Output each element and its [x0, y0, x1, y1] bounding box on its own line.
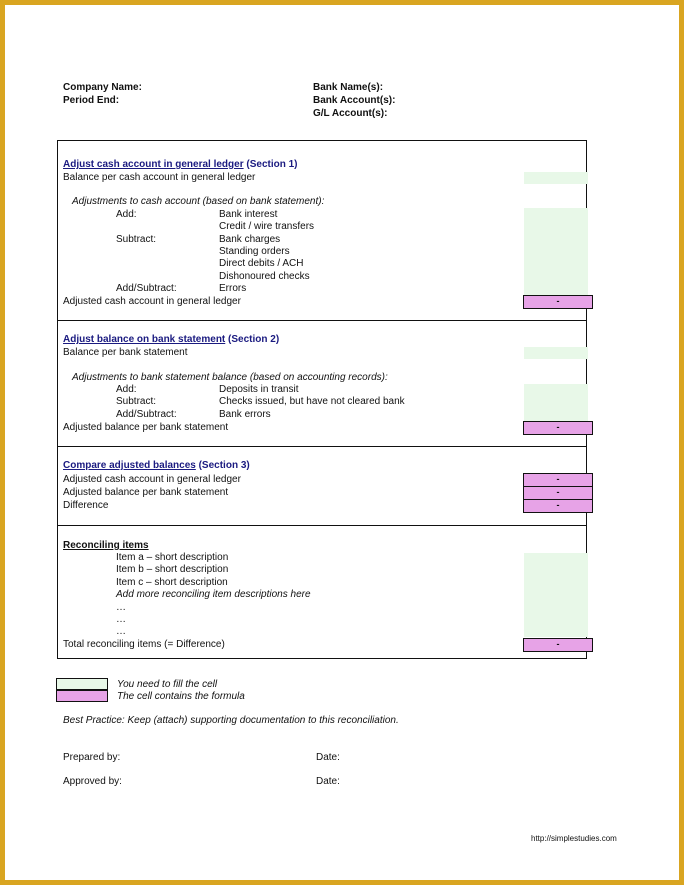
adjustments-cash-label: Adjustments to cash account (based on bank statement):: [72, 196, 325, 207]
legend-formula-swatch: [56, 690, 108, 702]
bank-account-label: Bank Account(s):: [313, 95, 396, 106]
balance-per-cash-input[interactable]: [524, 172, 588, 184]
difference-formula: -: [523, 499, 593, 513]
item-c-label: Item c – short description: [116, 577, 228, 588]
item-a-label: Item a – short description: [116, 552, 229, 563]
section1-title: Adjust cash account in general ledger (Section 1): [63, 159, 298, 170]
section-divider: [57, 525, 587, 526]
compare-cash-label: Adjusted cash account in general ledger: [63, 474, 241, 485]
legend-fill-text: You need to fill the cell: [117, 679, 218, 690]
add-subtract-label: Add/Subtract:: [116, 283, 177, 294]
legend-formula-text: The cell contains the formula: [117, 691, 245, 702]
bank-name-label: Bank Name(s):: [313, 82, 384, 93]
deposits-in-transit-label: Deposits in transit: [219, 384, 299, 395]
source-url[interactable]: http://simplestudies.com: [531, 834, 617, 843]
add-label: Add:: [116, 384, 137, 395]
section-divider: [57, 320, 587, 321]
section3-title: Compare adjusted balances (Section 3): [63, 460, 250, 471]
adjustments-bank-label: Adjustments to bank statement balance (based on accounting records):: [72, 372, 388, 383]
add-subtract-label: Add/Subtract:: [116, 409, 177, 420]
adjusted-cash-label: Adjusted cash account in general ledger: [63, 296, 241, 307]
subtract-label: Subtract:: [116, 234, 157, 245]
checks-issued-label: Checks issued, but have not cleared bank: [219, 396, 405, 407]
direct-debits-label: Direct debits / ACH: [219, 258, 304, 269]
date-label: Date:: [316, 776, 340, 787]
errors-label: Errors: [219, 283, 247, 294]
add-more-label: Add more reconciling item descriptions here: [116, 589, 311, 600]
approved-by-label: Approved by:: [63, 776, 122, 787]
company-name-label: Company Name:: [63, 82, 142, 93]
bank-errors-label: Bank errors: [219, 409, 271, 420]
ellipsis-row: …: [116, 602, 126, 613]
compare-cash-formula: -: [523, 473, 593, 487]
compare-bank-label: Adjusted balance per bank statement: [63, 487, 229, 498]
difference-label: Difference: [63, 500, 109, 511]
section-divider: [57, 446, 587, 447]
balance-per-cash-label: Balance per cash account in general ledger: [63, 172, 256, 183]
compare-bank-formula: -: [523, 486, 593, 500]
ellipsis-row: …: [116, 626, 126, 637]
period-end-label: Period End:: [63, 95, 120, 106]
adjustments-cash-input[interactable]: [524, 208, 588, 295]
section2-title: Adjust balance on bank statement (Section 2): [63, 334, 280, 345]
standing-orders-label: Standing orders: [219, 246, 290, 257]
date-label: Date:: [316, 752, 340, 763]
reconciling-title: Reconciling items: [63, 540, 149, 551]
bank-interest-label: Bank interest: [219, 209, 278, 220]
dishonoured-checks-label: Dishonoured checks: [219, 271, 310, 282]
prepared-by-label: Prepared by:: [63, 752, 121, 763]
ellipsis-row: …: [116, 614, 126, 625]
reconciling-items-input[interactable]: [524, 553, 588, 637]
best-practice-note: Best Practice: Keep (attach) supporting documentation to this reconciliation.: [63, 715, 399, 726]
total-reconciling-formula: -: [523, 638, 593, 652]
adjusted-bank-label: Adjusted balance per bank statement: [63, 422, 229, 433]
item-b-label: Item b – short description: [116, 564, 229, 575]
gl-account-label: G/L Account(s):: [313, 108, 388, 119]
legend-fill-swatch: [56, 678, 108, 690]
balance-per-bank-input[interactable]: [524, 347, 588, 359]
subtract-label: Subtract:: [116, 396, 157, 407]
adjustments-bank-input[interactable]: [524, 384, 588, 421]
adjusted-cash-formula: -: [523, 295, 593, 309]
credit-transfers-label: Credit / wire transfers: [219, 221, 315, 232]
add-label: Add:: [116, 209, 137, 220]
adjusted-bank-formula: -: [523, 421, 593, 435]
bank-charges-label: Bank charges: [219, 234, 281, 245]
balance-per-bank-label: Balance per bank statement: [63, 347, 188, 358]
total-reconciling-label: Total reconciling items (= Difference): [63, 639, 225, 650]
